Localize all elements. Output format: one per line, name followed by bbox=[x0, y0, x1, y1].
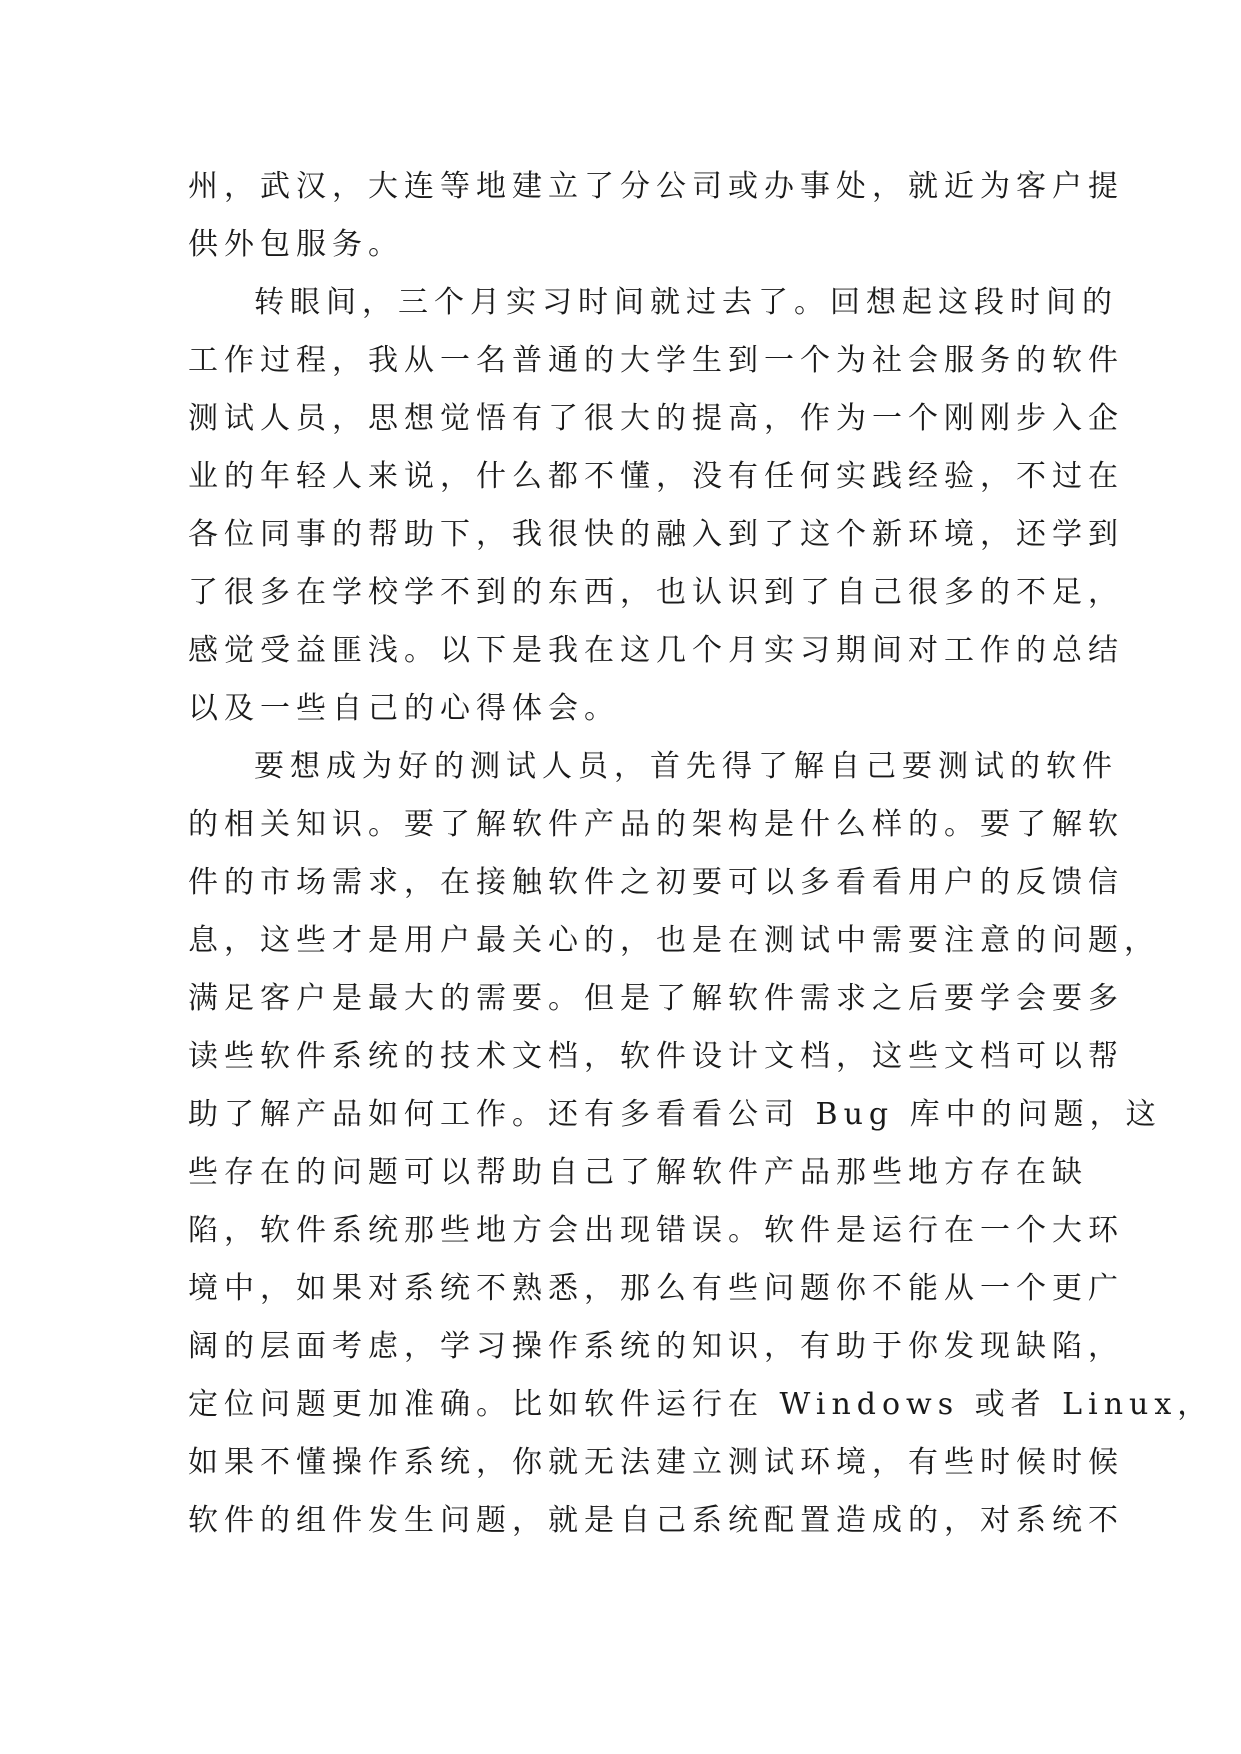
text-line: 定位问题更加准确。比如软件运行在 Windows 或者 Linux， bbox=[188, 1387, 1214, 1422]
text-line: 息，这些才是用户最关心的，也是在测试中需要注意的问题， bbox=[188, 923, 1160, 958]
text-line: 测试人员，思想觉悟有了很大的提高，作为一个刚刚步入企 bbox=[188, 401, 1124, 436]
text-line: 陷，软件系统那些地方会出现错误。软件是运行在一个大环 bbox=[188, 1213, 1124, 1248]
paragraph-first-line: 转眼间，三个月实习时间就过去了。回想起这段时间的 bbox=[254, 285, 1118, 320]
text-line: 的相关知识。要了解软件产品的架构是什么样的。要了解软 bbox=[188, 807, 1124, 842]
text-line: 满足客户是最大的需要。但是了解软件需求之后要学会要多 bbox=[188, 981, 1124, 1016]
text-line: 业的年轻人来说，什么都不懂，没有任何实践经验，不过在 bbox=[188, 459, 1124, 494]
text-line: 境中，如果对系统不熟悉，那么有些问题你不能从一个更广 bbox=[188, 1271, 1124, 1306]
text-line: 些存在的问题可以帮助自己了解软件产品那些地方存在缺 bbox=[188, 1155, 1088, 1190]
text-line: 以及一些自己的心得体会。 bbox=[188, 691, 620, 726]
text-line: 读些软件系统的技术文档，软件设计文档，这些文档可以帮 bbox=[188, 1039, 1124, 1074]
text-line: 件的市场需求，在接触软件之初要可以多看看用户的反馈信 bbox=[188, 865, 1124, 900]
text-line: 助了解产品如何工作。还有多看看公司 Bug 库中的问题，这 bbox=[188, 1097, 1162, 1132]
text-line: 感觉受益匪浅。以下是我在这几个月实习期间对工作的总结 bbox=[188, 633, 1124, 668]
text-line: 阔的层面考虑，学习操作系统的知识，有助于你发现缺陷， bbox=[188, 1329, 1124, 1364]
text-line: 州，武汉，大连等地建立了分公司或办事处，就近为客户提 bbox=[188, 169, 1124, 204]
text-line: 如果不懂操作系统，你就无法建立测试环境，有些时候时候 bbox=[188, 1445, 1124, 1480]
text-line: 了很多在学校学不到的东西，也认识到了自己很多的不足， bbox=[188, 575, 1124, 610]
text-line: 供外包服务。 bbox=[188, 227, 404, 262]
paragraph-first-line: 要想成为好的测试人员，首先得了解自己要测试的软件 bbox=[254, 749, 1118, 784]
body-text bbox=[188, 158, 1214, 1550]
text-line: 工作过程，我从一名普通的大学生到一个为社会服务的软件 bbox=[188, 343, 1124, 378]
text-line: 各位同事的帮助下，我很快的融入到了这个新环境，还学到 bbox=[188, 517, 1124, 552]
text-line: 软件的组件发生问题，就是自己系统配置造成的，对系统不 bbox=[188, 1503, 1124, 1538]
